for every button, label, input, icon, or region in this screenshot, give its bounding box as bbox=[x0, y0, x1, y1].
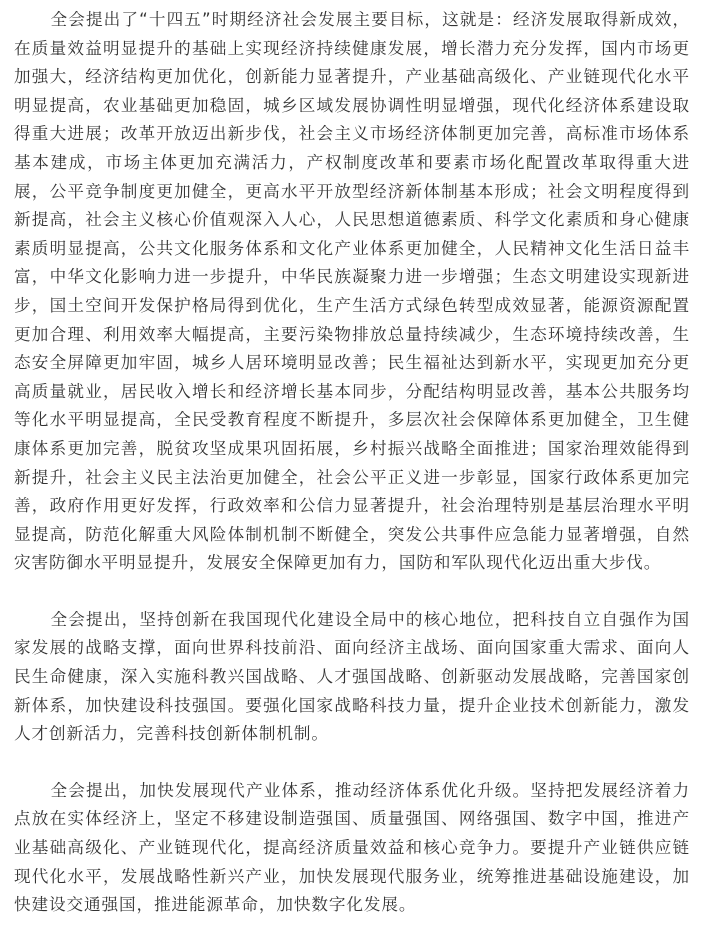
paragraph-innovation: 全会提出，坚持创新在我国现代化建设全局中的核心地位，把科技自立自强作为国家发展的战略支撑，面向世界科技前沿、面向经济主战场、面向国家重大需求、面向人民生命健康，深入实施科教兴国战略、人才强国战略、创新驱动发展战略，完善国家创新体系，加快建设科技强国。要强化国家战略科技力量，提升企业技术创新能力，激发人才创新活力，完善科技创新体制机制。 bbox=[14, 609, 690, 744]
paragraph-development-goals: 全会提出了“十四五”时期经济社会发展主要目标，这就是：经济发展取得新成效，在质量效益明显提升的基础上实现经济持续健康发展，增长潜力充分发挥，国内市场更加强大，经济结构更加优化，创新能力显著提升，产业基础高级化、产业链现代化水平明显提高，农业基础更加稳固，城乡区域发展协调性明显增强，现代化经济体系建设取得重大进展；改革开放迈出新步伐，社会主义市场经济体制更加完善，高标准市场体系基本建成，市场主体更加充满活力，产权制度改革和要素市场化配置改革取得重大进展，公平竞争制度更加健全，更高水平开放型经济新体制基本形成；社会文明程度得到新提高，社会主义核心价值观深入人心，人民思想道德素质、科学文化素质和身心健康素质明显提高，公共文化服务体系和文化产业体系更加健全，人民精神文化生活日益丰富，中华文化影响力进一步提升，中华民族凝聚力进一步增强；生态文明建设实现新进步，国土空间开发保护格局得到优化，生产生活方式绿色转型成效显著，能源资源配置更加合理、利用效率大幅提高，主要污染物排放总量持续减少，生态环境持续改善，生态安全屏障更加牢固，城乡人居环境明显改善；民生福祉达到新水平，实现更加充分更高质量就业，居民收入增长和经济增长基本同步，分配结构明显改善，基本公共服务均等化水平明显提高，全民受教育程度不断提升，多层次社会保障体系更加健全，卫生健康体系更加完善，脱贫攻坚成果巩固拓展，乡村振兴战略全面推进；国家治理效能得到新提升，社会主义民主法治更加健全，社会公平正义进一步彰显，国家行政体系更加完善，政府作用更好发挥，行政效率和公信力显著提升，社会治理特别是基层治理水平明显提高，防范化解重大风险体制机制不断健全，突发公共事件应急能力显著增强，自然灾害防御水平明显提升，发展安全保障更加有力，国防和军队现代化迈出重大步伐。 bbox=[14, 10, 690, 573]
paragraph-industry-system: 全会提出，加快发展现代产业体系，推动经济体系优化升级。坚持把发展经济着力点放在实体经济上，坚定不移建设制造强国、质量强国、网络强国、数字中国，推进产业基础高级化、产业链现代化，提高经济质量效益和核心竞争力。要提升产业链供应链现代化水平，发展战略性新兴产业，加快发展现代服务业，统筹推进基础设施建设，加快建设交通强国，推进能源革命，加快数字化发展。 bbox=[14, 780, 690, 915]
